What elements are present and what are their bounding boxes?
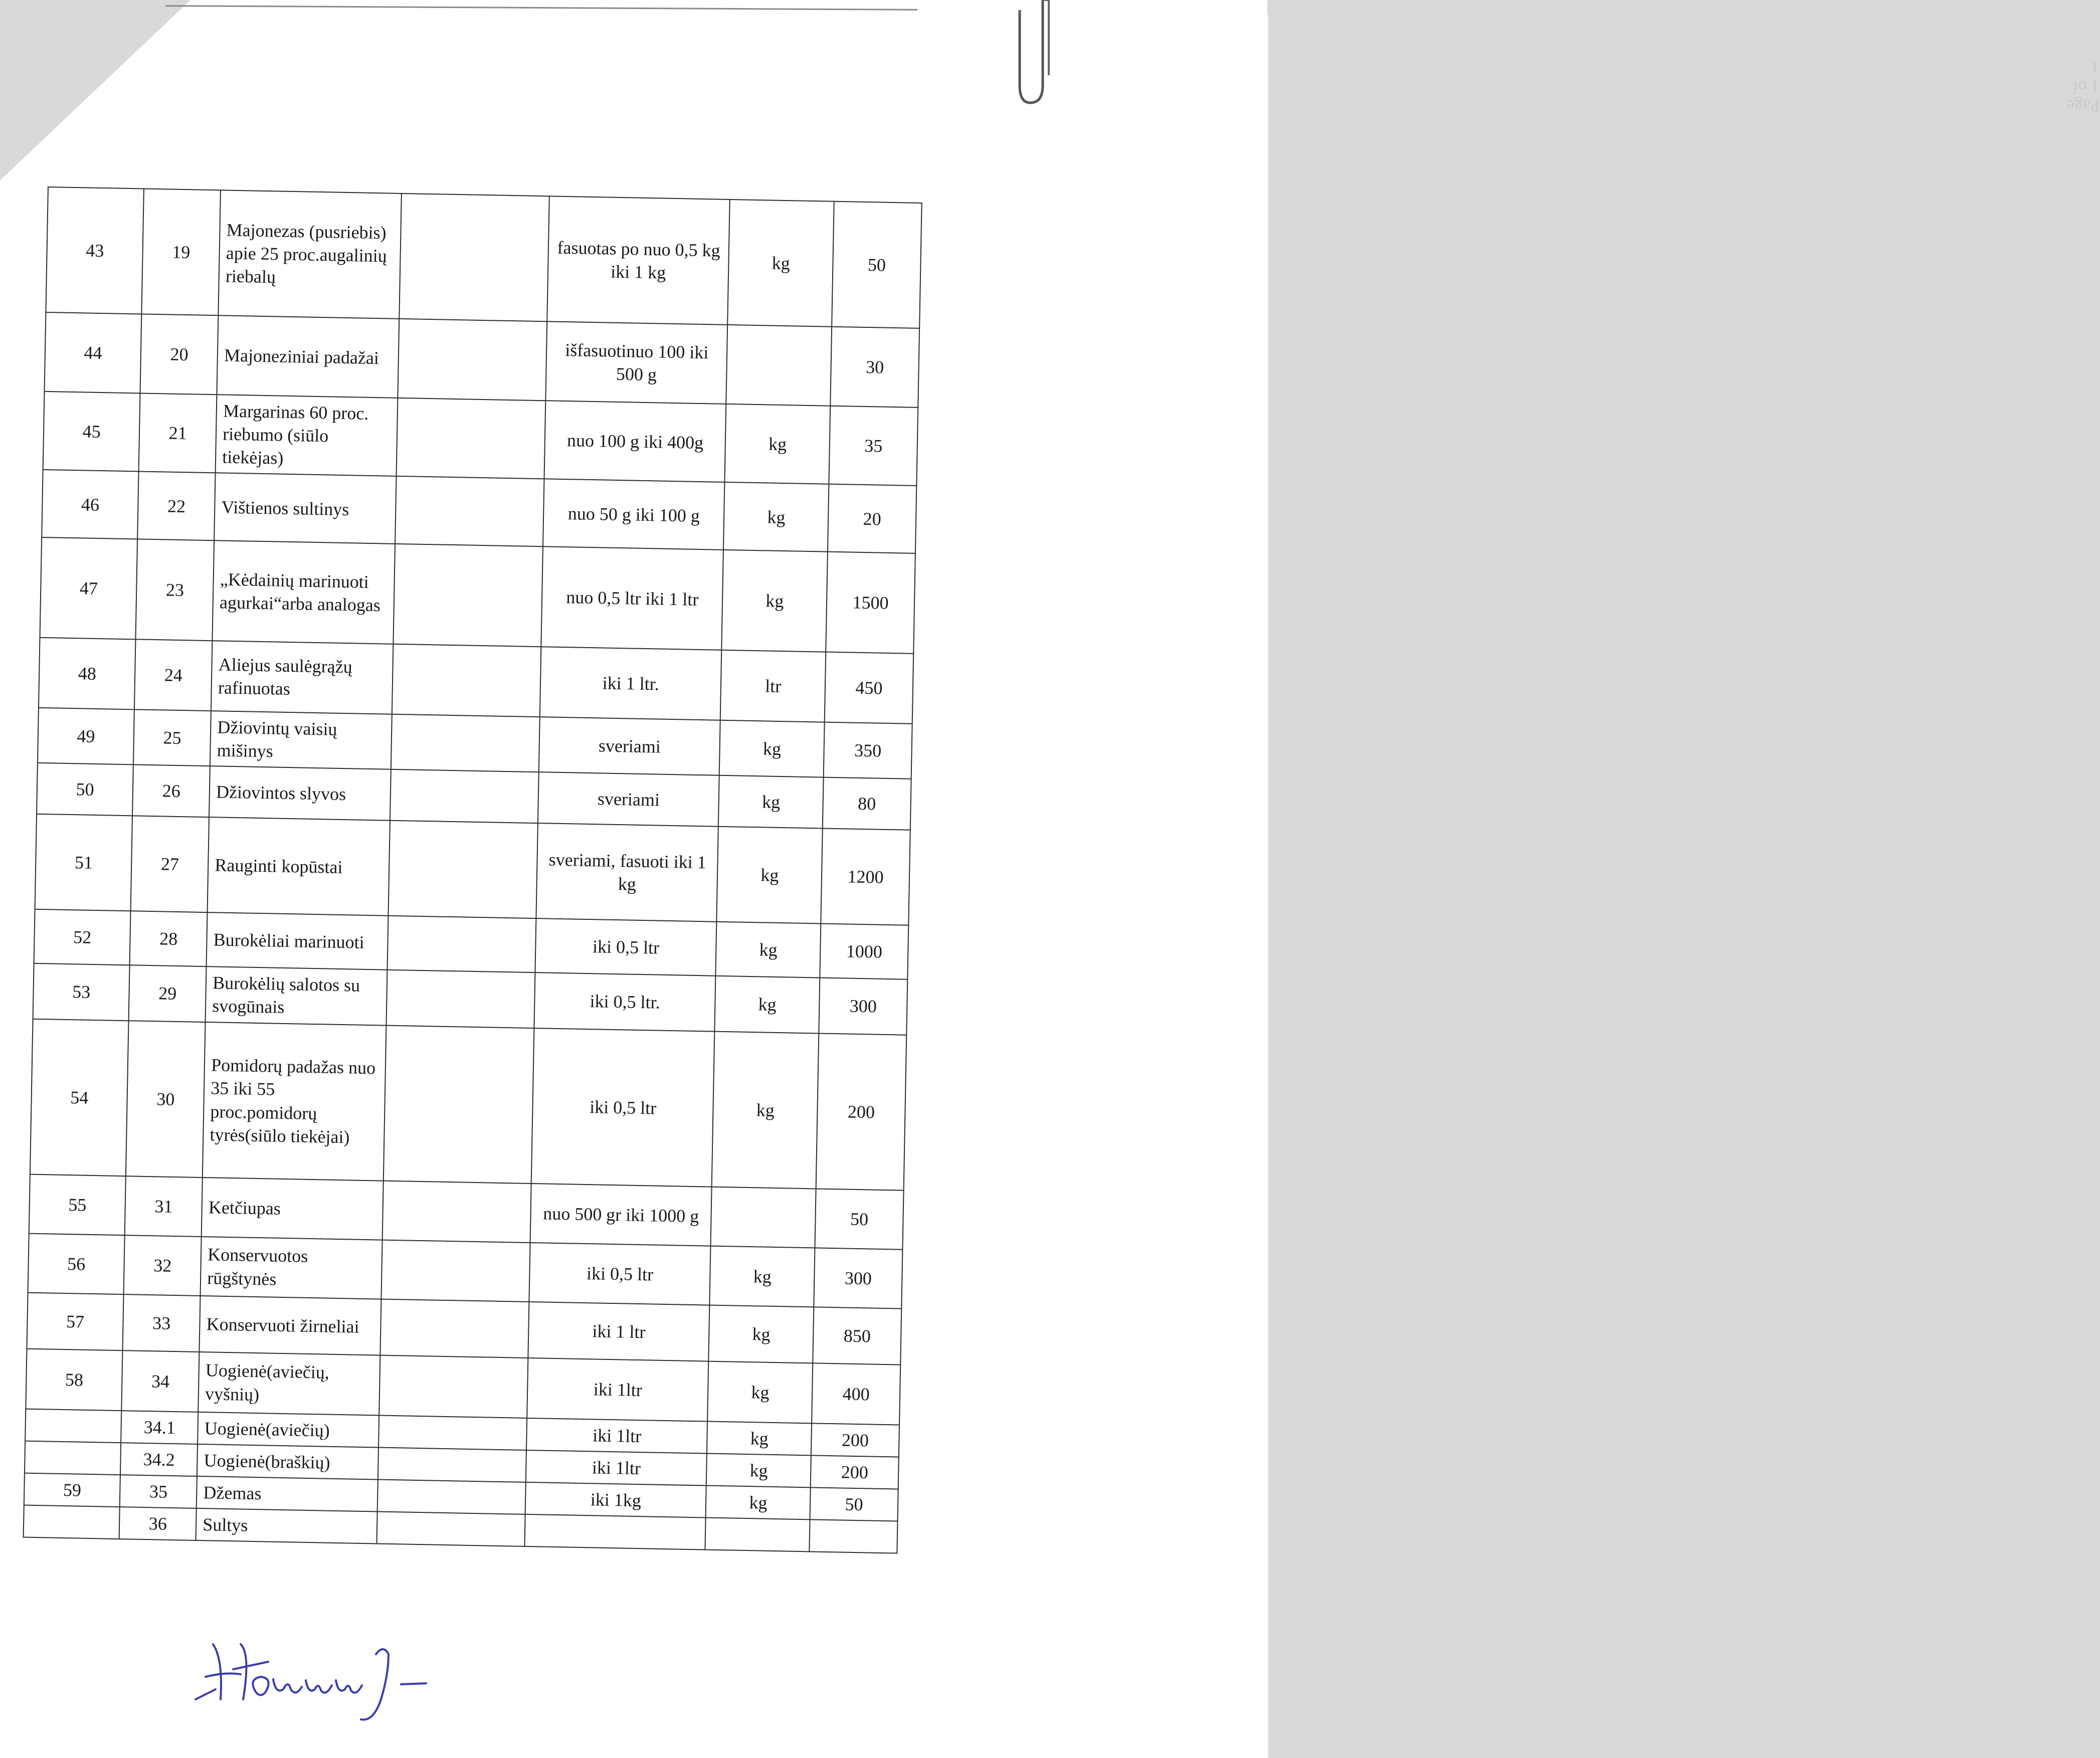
item-number-cell: 32 <box>124 1235 202 1296</box>
packaging-cell: iki 1ltr <box>526 1418 708 1453</box>
item-number-cell: 36 <box>119 1507 197 1540</box>
product-name-cell: Uogienė(aviečių, vyšnių) <box>198 1351 380 1415</box>
quantity-cell: 300 <box>814 1248 902 1308</box>
blank-cell <box>376 1511 525 1546</box>
blank-cell <box>390 769 539 823</box>
row-number-cell: 51 <box>35 814 133 911</box>
unit-cell: kg <box>719 720 825 777</box>
packaging-cell: sveriami <box>538 772 719 827</box>
unit-cell: kg <box>716 922 821 978</box>
item-number-cell: 27 <box>131 816 209 913</box>
packaging-cell: iki 0,5 ltr <box>531 1028 715 1187</box>
row-number-cell: 50 <box>37 763 133 816</box>
row-number-cell: 55 <box>29 1174 126 1235</box>
product-name-cell: Majoneziniai padažai <box>217 315 399 398</box>
packaging-cell: iki 0,5 ltr. <box>534 972 716 1031</box>
blank-cell <box>380 1299 529 1357</box>
packaging-cell: iki 1kg <box>525 1482 706 1518</box>
packaging-cell: iki 1ltr <box>526 1450 707 1486</box>
row-number-cell <box>25 1409 121 1443</box>
product-name-cell: Džiovintų vaisių mišinys <box>210 711 392 769</box>
row-number-cell: 49 <box>38 708 134 765</box>
packaging-cell <box>524 1514 706 1550</box>
item-number-cell: 35 <box>120 1475 197 1508</box>
blank-cell <box>393 544 543 647</box>
product-name-cell: Rauginti kopūstai <box>208 818 390 916</box>
paperclip-icon <box>1018 0 1058 110</box>
product-name-cell: Konservuoti žirneliai <box>200 1296 381 1355</box>
blank-cell <box>381 1240 530 1301</box>
packaging-cell: fasuotas po nuo 0,5 kg iki 1 kg <box>547 196 730 325</box>
product-name-cell: Burokėliai marinuoti <box>207 912 389 970</box>
unit-cell: kg <box>725 404 830 484</box>
row-number-cell <box>25 1441 121 1475</box>
quantity-cell: 50 <box>832 202 921 328</box>
row-number-cell: 54 <box>30 1019 129 1176</box>
unit-cell <box>705 1517 810 1551</box>
row-number-cell: 47 <box>40 537 138 639</box>
product-name-cell: Margarinas 60 proc. riebumo (siūlo tiekėjas) <box>216 395 398 476</box>
quantity-cell: 850 <box>813 1307 901 1364</box>
table-row <box>45 312 920 408</box>
item-number-cell: 29 <box>129 965 207 1022</box>
blank-cell <box>377 1479 526 1514</box>
item-number-cell: 24 <box>134 640 213 711</box>
unit-cell: kg <box>712 1031 819 1189</box>
blank-cell <box>378 1447 526 1482</box>
blank-cell <box>387 916 536 972</box>
items-table-body <box>24 187 922 1553</box>
back-sheet-ghost-text: Page 1 of 1 <box>2066 58 2100 115</box>
product-name-cell: Pomidorų padažas nuo 35 iki 55 proc.pomidorų tyrės(siūlo tiekėjai) <box>203 1022 386 1181</box>
item-number-cell: 25 <box>133 710 211 766</box>
quantity-cell: 200 <box>811 1455 899 1489</box>
row-number-cell: 58 <box>26 1348 122 1410</box>
unit-cell: ltr <box>720 650 826 722</box>
unit-cell: kg <box>707 1421 812 1455</box>
table-row <box>43 392 918 486</box>
item-number-cell: 31 <box>125 1176 203 1237</box>
row-number-cell: 43 <box>46 187 144 314</box>
unit-cell: kg <box>706 1485 811 1519</box>
product-name-cell: Aliejus saulėgrąžų rafinuotas <box>211 641 393 714</box>
quantity-cell: 450 <box>825 652 913 724</box>
product-name-cell: „Kėdainių marinuoti agurkai“arba analogas <box>213 540 395 644</box>
unit-cell: kg <box>710 1246 815 1307</box>
unit-cell: kg <box>706 1453 811 1487</box>
page-fold-shadow <box>165 5 917 31</box>
quantity-cell: 30 <box>830 327 919 408</box>
table-row <box>46 187 921 328</box>
row-number-cell <box>24 1505 120 1539</box>
product-name-cell: Džiovintos slyvos <box>209 766 391 821</box>
item-number-cell: 30 <box>126 1021 206 1178</box>
product-name-cell: Uogienė(braškių) <box>197 1444 378 1480</box>
table-row <box>30 1019 906 1190</box>
blank-cell <box>392 644 541 717</box>
blank-cell <box>398 319 547 401</box>
row-number-cell: 52 <box>34 909 131 965</box>
item-number-cell: 28 <box>130 911 208 967</box>
blank-cell <box>388 821 537 918</box>
unit-cell: kg <box>717 827 823 924</box>
quantity-cell <box>809 1519 897 1553</box>
packaging-cell: nuo 0,5 ltr iki 1 ltr <box>541 546 723 650</box>
packaging-cell: nuo 100 g iki 400g <box>544 401 726 482</box>
unit-cell <box>711 1187 816 1248</box>
product-name-cell: Vištienos sultinys <box>214 473 396 544</box>
row-number-cell: 44 <box>45 312 142 393</box>
quantity-cell: 200 <box>811 1423 899 1457</box>
items-table <box>23 186 922 1553</box>
packaging-cell: iki 0,5 ltr <box>535 918 717 976</box>
quantity-cell: 1000 <box>820 924 908 980</box>
row-number-cell: 46 <box>42 470 139 539</box>
unit-cell: kg <box>709 1305 814 1363</box>
quantity-cell: 1200 <box>821 829 910 925</box>
blank-cell <box>382 1181 531 1242</box>
row-number-cell: 59 <box>24 1473 120 1507</box>
item-number-cell: 19 <box>142 189 221 316</box>
product-name-cell: Majonezas (pusriebis) apie 25 proc.augalinių riebalų <box>219 190 402 319</box>
item-number-cell: 23 <box>136 539 215 641</box>
packaging-cell: sveriami <box>539 717 721 775</box>
packaging-cell: išfasuotinuo 100 iki 500 g <box>545 321 727 404</box>
row-number-cell: 45 <box>43 392 140 472</box>
item-number-cell: 21 <box>139 393 217 473</box>
unit-cell: kg <box>728 200 834 327</box>
packaging-cell: iki 1 ltr <box>528 1302 710 1361</box>
blank-cell <box>378 1415 527 1450</box>
product-name-cell: Džemas <box>197 1476 378 1512</box>
row-number-cell: 53 <box>33 963 130 1021</box>
item-number-cell: 26 <box>132 765 210 818</box>
table-row <box>35 814 910 925</box>
blank-cell <box>399 193 549 321</box>
blank-cell <box>386 970 535 1028</box>
packaging-cell: nuo 500 gr iki 1000 g <box>530 1184 712 1246</box>
row-number-cell: 57 <box>27 1292 124 1350</box>
quantity-cell: 50 <box>810 1487 898 1521</box>
unit-cell: kg <box>723 482 829 552</box>
product-name-cell: Sultys <box>196 1508 377 1544</box>
quantity-cell: 20 <box>828 484 916 553</box>
blank-cell <box>384 1025 534 1183</box>
blank-cell <box>391 714 540 772</box>
quantity-cell: 400 <box>812 1363 900 1425</box>
handwritten-signature <box>185 1624 456 1724</box>
item-number-cell: 34.2 <box>120 1443 198 1476</box>
blank-cell <box>395 476 544 546</box>
unit-cell: kg <box>715 976 820 1033</box>
row-number-cell: 56 <box>28 1233 125 1294</box>
packaging-cell: iki 1ltr <box>527 1357 709 1421</box>
quantity-cell: 200 <box>816 1033 907 1190</box>
product-name-cell: Burokėlių salotos su svogūnais <box>206 966 388 1025</box>
quantity-cell: 300 <box>819 978 907 1035</box>
packaging-cell: nuo 50 g iki 100 g <box>543 479 725 550</box>
unit-cell: kg <box>722 550 828 652</box>
product-name-cell: Konservuotos rūgštynės <box>201 1237 383 1299</box>
quantity-cell: 50 <box>815 1189 904 1249</box>
packaging-cell: iki 1 ltr. <box>540 647 722 720</box>
item-number-cell: 33 <box>123 1294 201 1352</box>
packaging-cell: sveriami, fasuoti iki 1 kg <box>536 824 718 922</box>
quantity-cell: 1500 <box>826 552 915 654</box>
quantity-cell: 35 <box>829 406 918 486</box>
item-number-cell: 34 <box>122 1350 200 1412</box>
unit-cell: kg <box>708 1361 813 1423</box>
packaging-cell: iki 0,5 ltr <box>529 1243 711 1305</box>
product-name-cell: Uogienė(aviečių) <box>198 1412 379 1447</box>
item-number-cell: 20 <box>140 314 219 395</box>
table-row <box>40 537 915 654</box>
unit-cell: kg <box>718 775 823 829</box>
quantity-cell: 350 <box>824 722 912 779</box>
quantity-cell: 80 <box>823 777 911 830</box>
blank-cell <box>396 398 545 479</box>
blank-cell <box>379 1355 528 1418</box>
item-number-cell: 34.1 <box>121 1411 198 1444</box>
product-name-cell: Ketčiupas <box>202 1178 384 1240</box>
row-number-cell: 48 <box>39 638 136 709</box>
item-number-cell: 22 <box>137 472 215 541</box>
unit-cell <box>726 325 832 406</box>
